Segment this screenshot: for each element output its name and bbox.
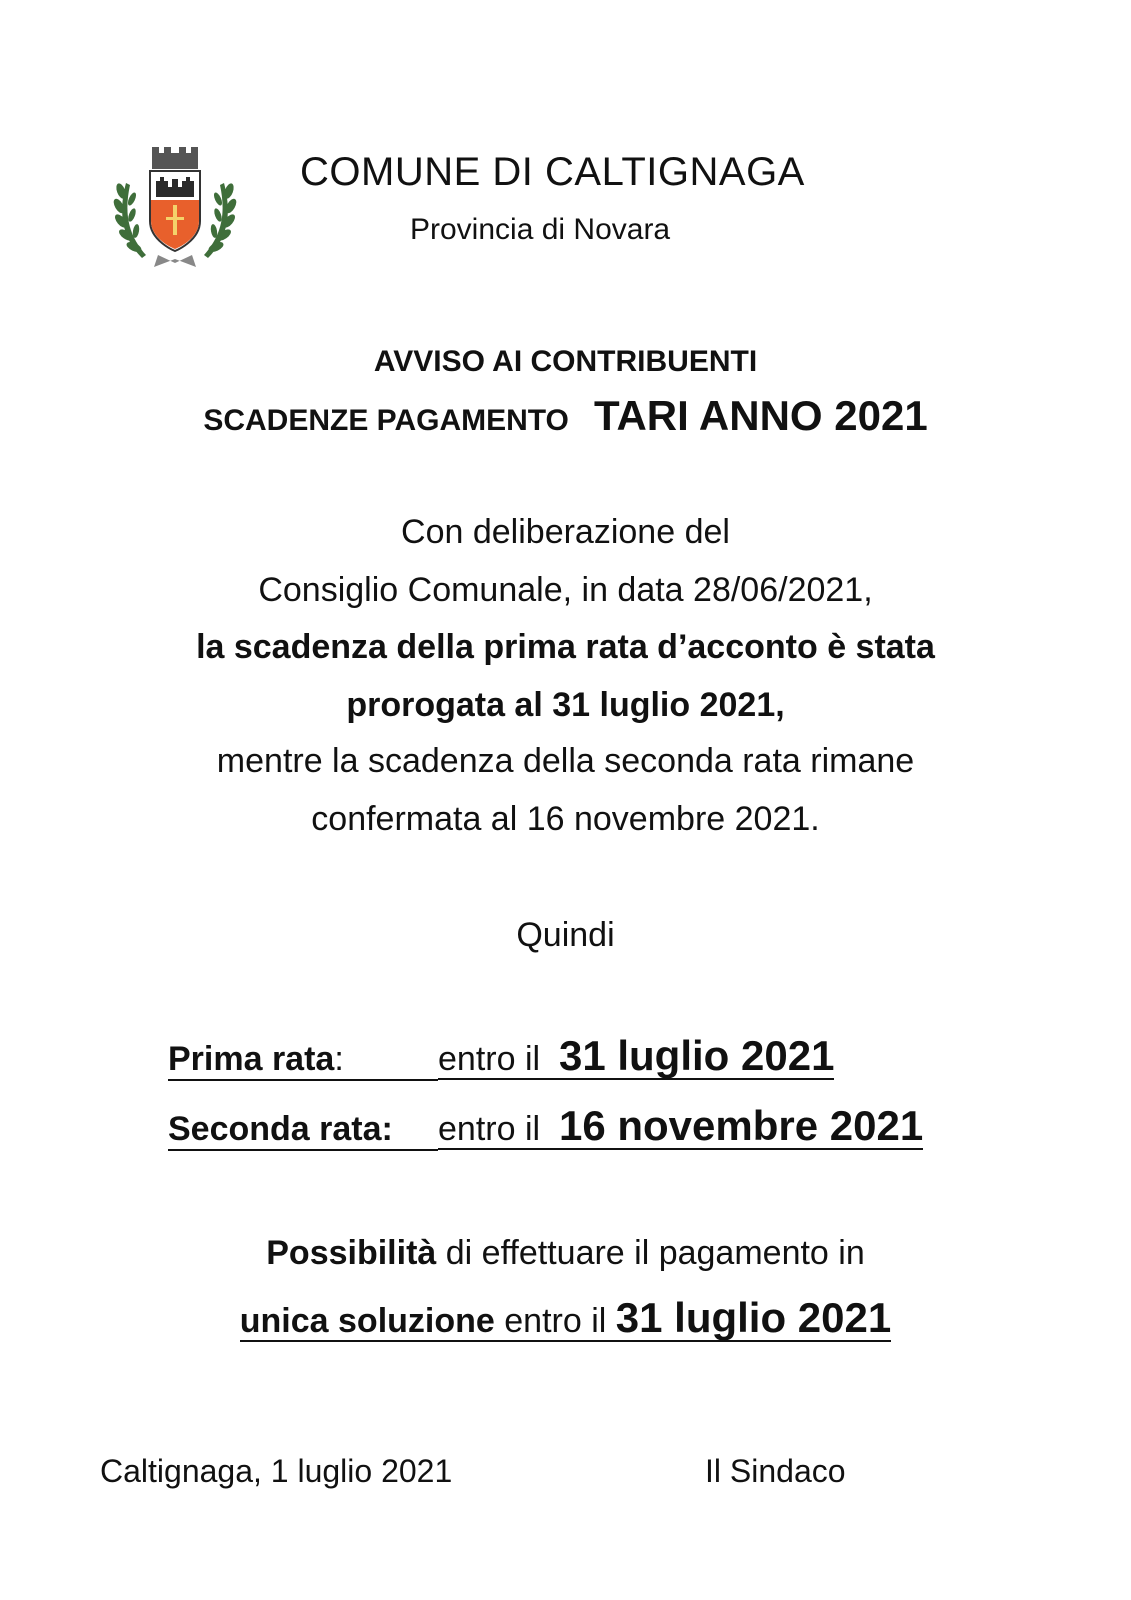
municipality-name: COMUNE DI CALTIGNAGA <box>300 150 805 194</box>
place-date: Caltignaga, 1 luglio 2021 <box>100 1453 453 1489</box>
subtitle-prefix: SCADENZE PAGAMENTO <box>203 404 569 437</box>
second-rate-date: 16 novembre 2021 <box>558 1102 924 1149</box>
province-name: Provincia di Novara <box>410 213 671 246</box>
first-rate-colon: : <box>334 1040 344 1078</box>
body-line-4: prorogata al 31 luglio 2021, <box>346 686 785 724</box>
first-rate-row <box>168 1032 834 1081</box>
single-solution-mid: entro il <box>494 1302 616 1340</box>
second-rate-row <box>168 1102 923 1151</box>
single-payment-line-2 <box>0 1294 1131 1342</box>
single-payment-underline <box>239 1294 892 1342</box>
single-payment-line-1 <box>0 1234 1131 1273</box>
notice-subtitle <box>0 392 1131 440</box>
possibility-rest: di effettuare il pagamento in <box>436 1234 865 1272</box>
first-rate-value-wrap <box>438 1032 835 1080</box>
body-line-3: la scadenza della prima rata d’acconto è stata <box>196 628 935 666</box>
single-solution-text: unica soluzione <box>239 1302 495 1340</box>
subtitle-emphasis: TARI ANNO 2021 <box>593 392 928 439</box>
mayor-signature-label: Il Sindaco <box>705 1453 846 1489</box>
single-solution-date: 31 luglio 2021 <box>615 1294 892 1341</box>
first-rate-label: Prima rata <box>168 1040 335 1078</box>
body-line-1: Con deliberazione del <box>401 513 730 551</box>
first-rate-label-wrap <box>168 1040 438 1081</box>
second-rate-entro: entro il <box>438 1110 541 1148</box>
first-rate-date: 31 luglio 2021 <box>558 1032 835 1079</box>
second-rate-label-wrap <box>168 1110 438 1151</box>
first-rate-entro: entro il <box>438 1040 541 1078</box>
body-line-5: mentre la scadenza della seconda rata rimane <box>216 742 915 780</box>
second-rate-value-wrap <box>438 1102 924 1150</box>
body-line-6: confermata al 16 novembre 2021. <box>311 800 820 838</box>
coat-of-arms-icon <box>112 143 238 273</box>
second-rate-label: Seconda rata: <box>168 1110 393 1148</box>
notice-title: AVVISO AI CONTRIBUENTI <box>373 345 758 378</box>
possibility-word: Possibilità <box>266 1234 437 1272</box>
body-line-2: Consiglio Comunale, in data 28/06/2021, <box>258 571 873 609</box>
quindi-text: Quindi <box>516 916 615 954</box>
